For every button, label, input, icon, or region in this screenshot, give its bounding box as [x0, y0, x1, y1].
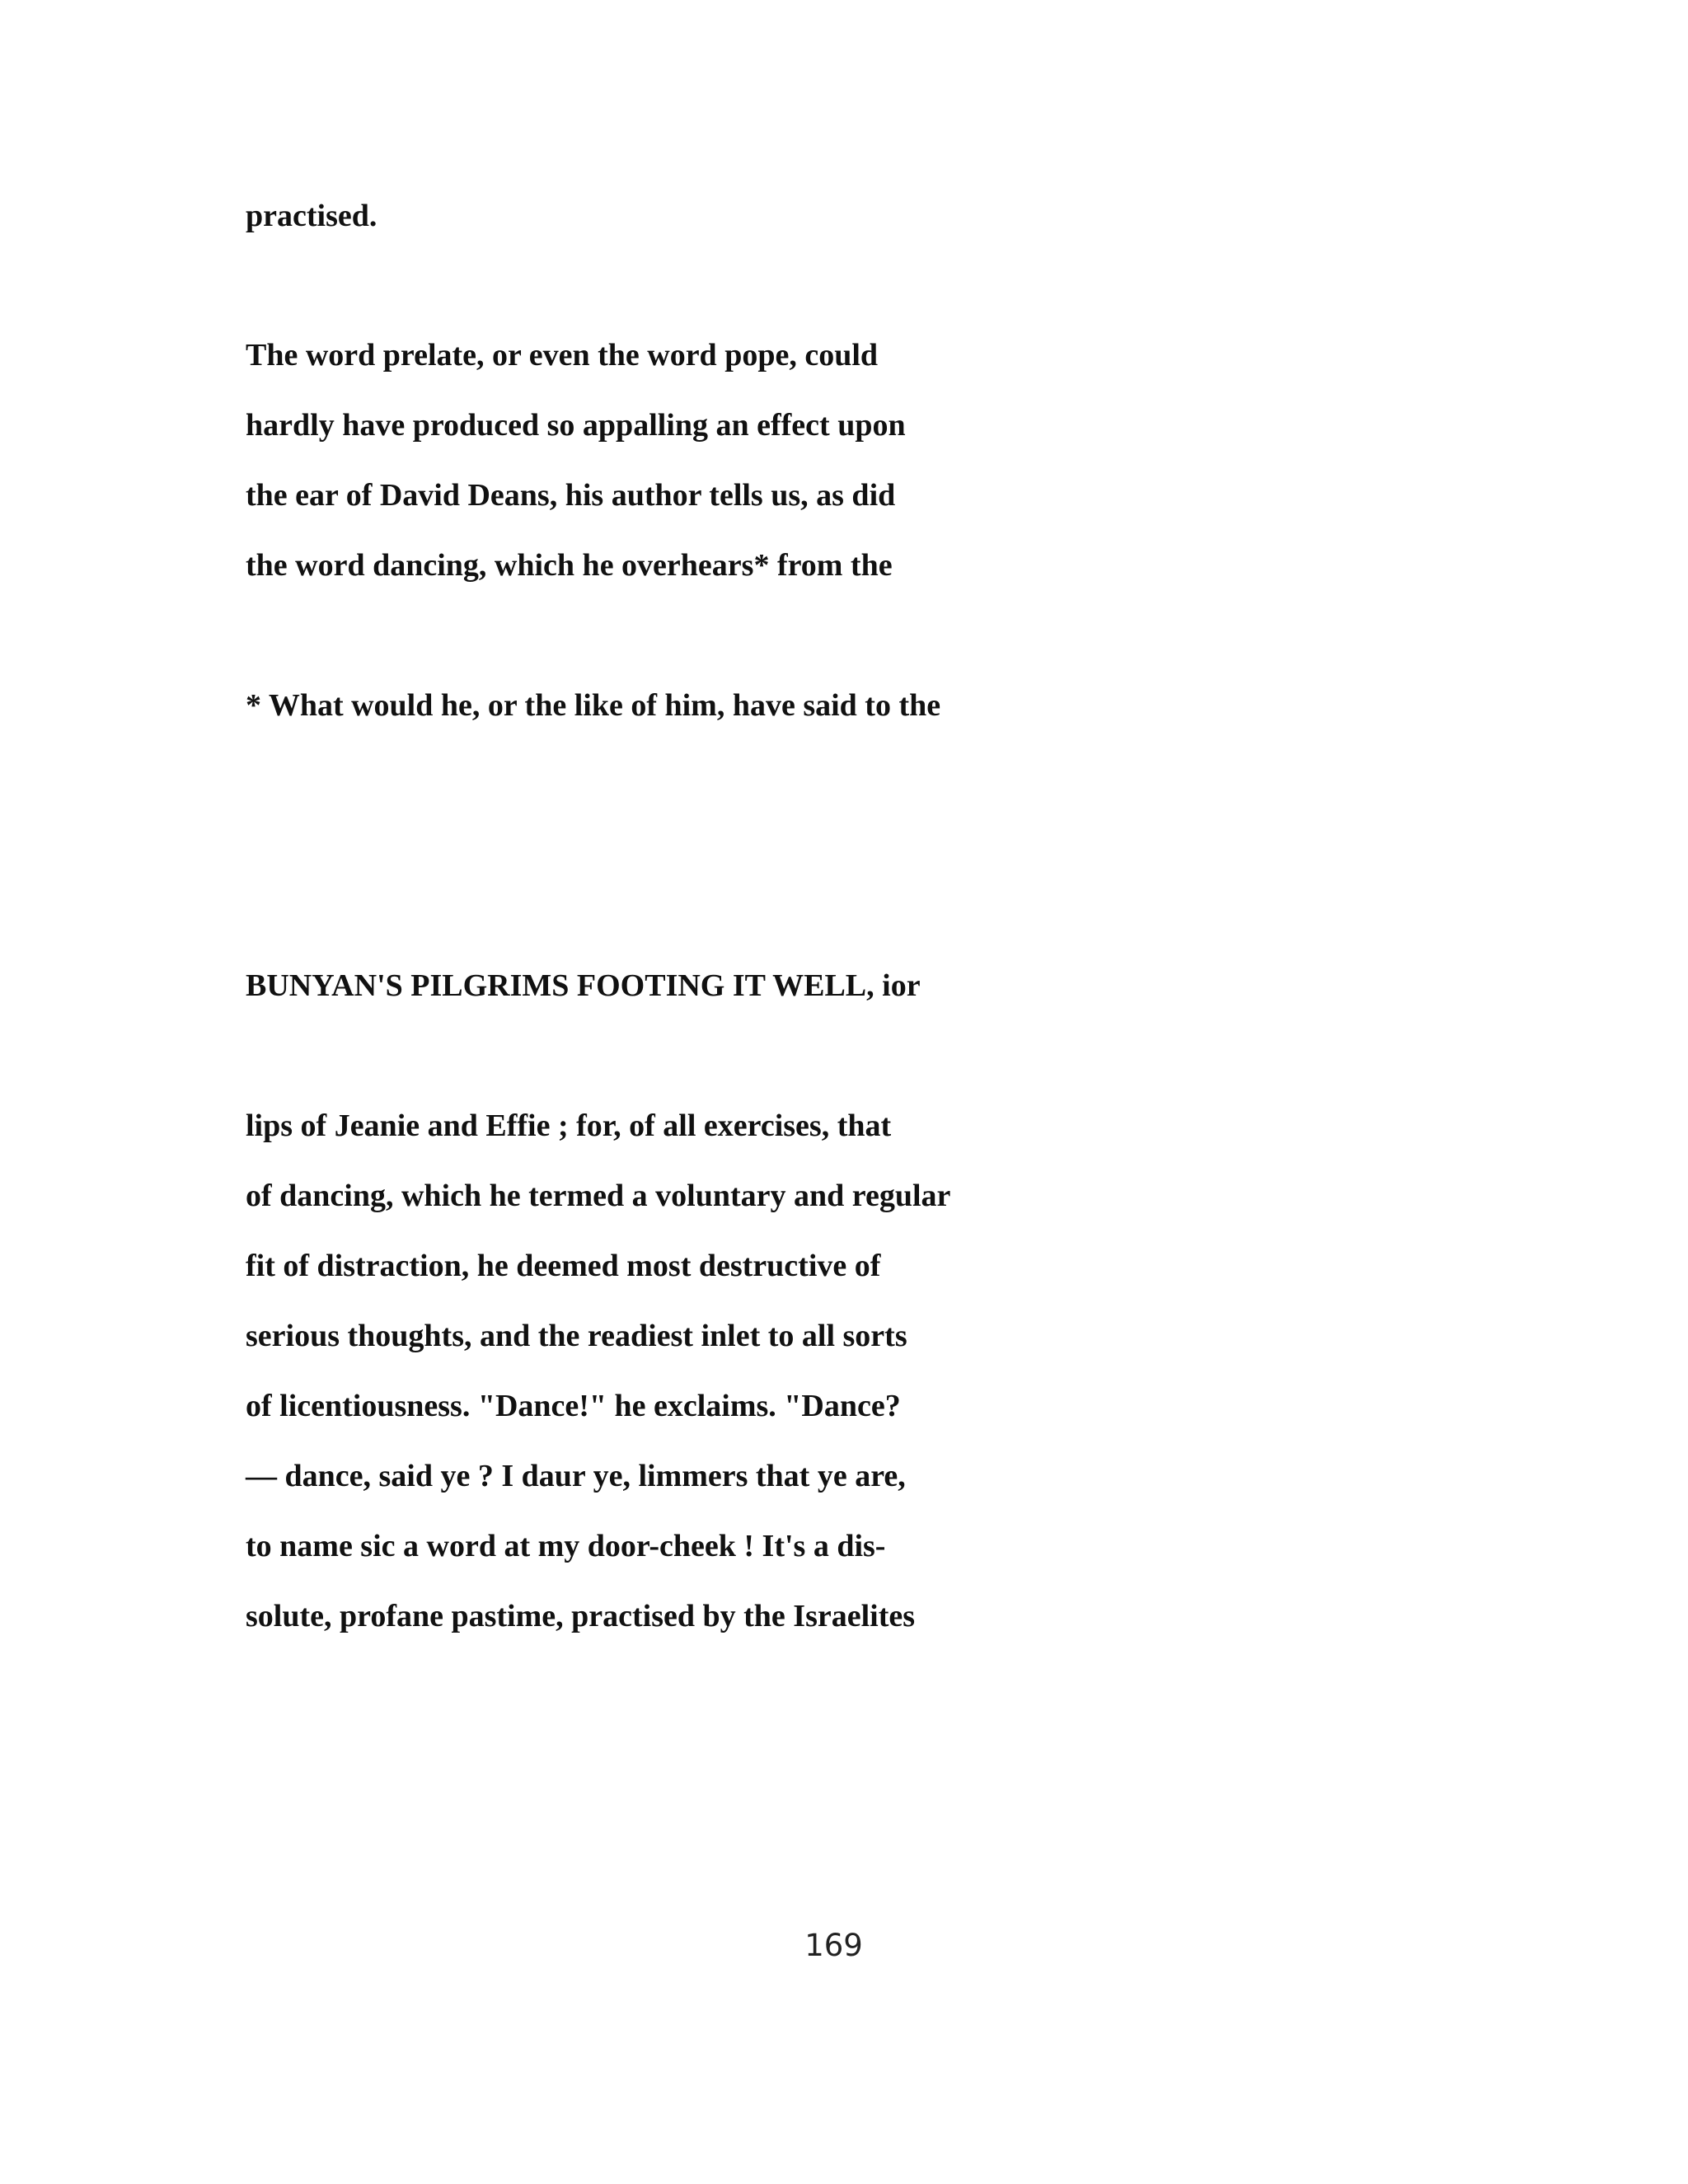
paragraph-2-line: of dancing, which he termed a voluntary and regular	[246, 1179, 951, 1213]
paragraph-2-line: serious thoughts, and the readiest inlet to all sorts	[246, 1319, 907, 1353]
continuation-line: practised.	[246, 199, 377, 233]
paragraph-2-line: of licentiousness. "Dance!" he exclaims. "Dance?	[246, 1389, 901, 1423]
paragraph-2-line: solute, profane pastime, practised by the Israelites	[246, 1599, 916, 1633]
paragraph-1-line: the ear of David Deans, his author tells us, as did	[246, 478, 896, 513]
paragraph-1-line: The word prelate, or even the word pope, could	[246, 338, 879, 373]
paragraph-2-line: lips of Jeanie and Effie ; for, of all exercises, that	[246, 1108, 892, 1143]
paragraph-1-line: hardly have produced so appalling an effect upon	[246, 408, 906, 443]
paragraph-2-line: to name sic a word at my door-cheek ! It's a dis-	[246, 1529, 886, 1563]
page-number: 169	[804, 1928, 863, 1963]
caption-line: BUNYAN'S PILGRIMS FOOTING IT WELL, ior	[246, 968, 921, 1003]
paragraph-1-line: the word dancing, which he overhears* from the	[246, 548, 893, 583]
paragraph-2-line: fit of distraction, he deemed most destructive of	[246, 1249, 881, 1283]
footnote-line: * What would he, or the like of him, have said to the	[246, 688, 941, 723]
paragraph-2-line: — dance, said ye ? I daur ye, limmers that ye are,	[246, 1459, 906, 1493]
